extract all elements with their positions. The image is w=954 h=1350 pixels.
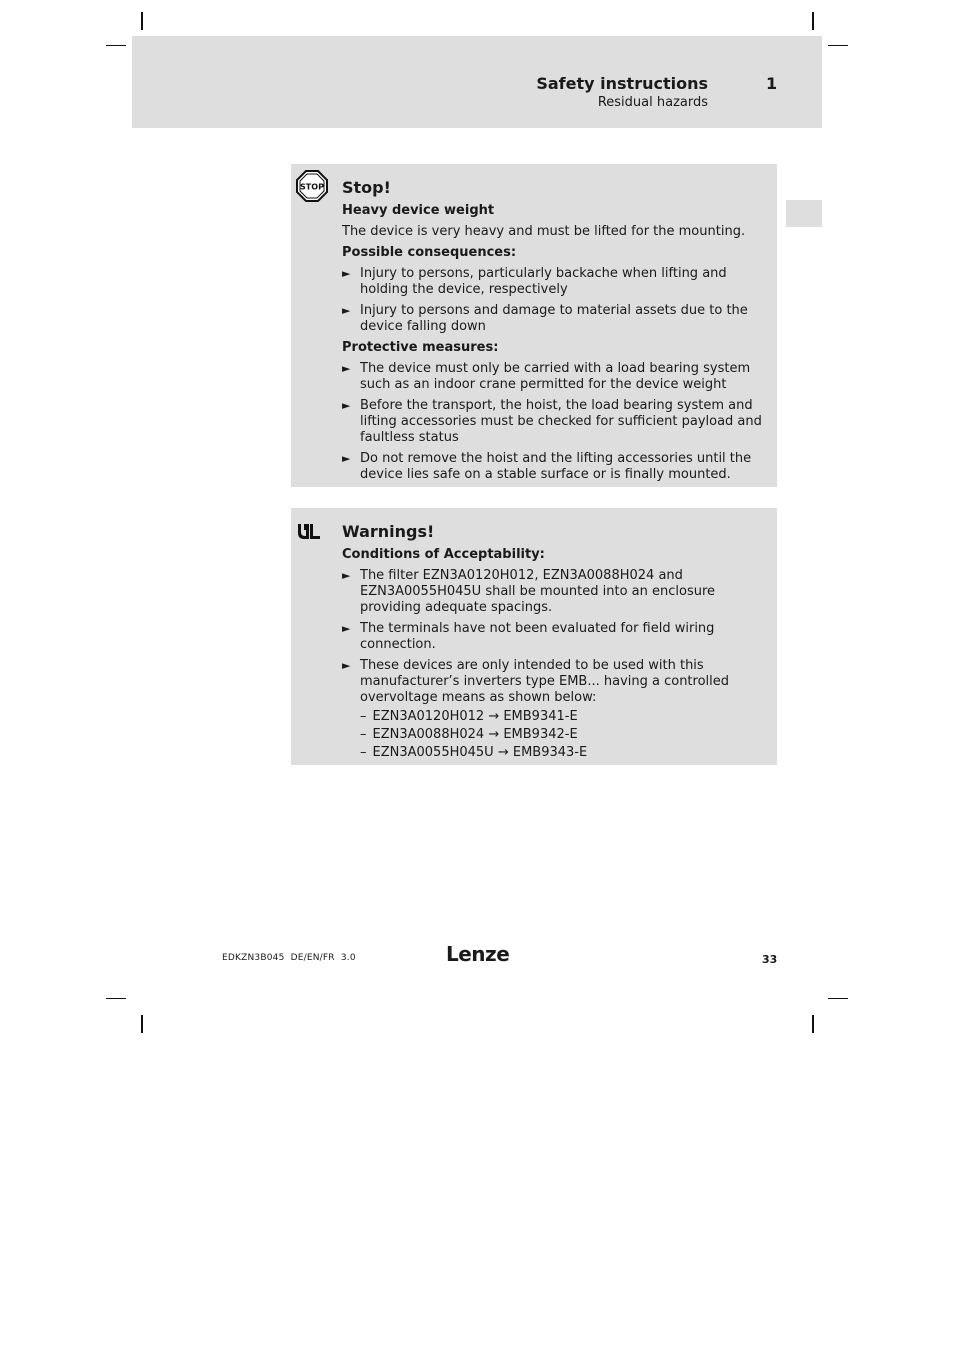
list-item: ► These devices are only intended to be used with this manufacturer’s inverters type EMB... having a controlled overvoltage means as shown below: – EZN3A0120H012 → EMB9341-E – EZN3A0088H024 → EMB9342-E – EZN3A0055H045U → EMB9343-E xyxy=(342,658,767,761)
chapter-tab xyxy=(786,200,822,227)
warnings-title: Warnings! xyxy=(342,522,435,541)
list-item: ► Injury to persons and damage to material assets due to the device falling down xyxy=(342,303,748,334)
bullet-arrow-icon: ► xyxy=(342,622,351,635)
warnings-notice-box xyxy=(291,508,777,765)
bullet-arrow-icon: ► xyxy=(342,362,351,375)
bullet-arrow-icon: ► xyxy=(342,452,351,465)
bullet-arrow-icon: ► xyxy=(342,304,351,317)
list-item: ► Before the transport, the hoist, the load bearing system and lifting accessories must be checked for sufficient payload and faultless status xyxy=(342,398,762,445)
bullet-arrow-icon: ► xyxy=(342,267,351,280)
stop-sign-icon xyxy=(296,170,328,202)
page-number: 33 xyxy=(762,953,778,966)
document-id: EDKZN3B045 DE/EN/FR 3.0 xyxy=(222,953,356,963)
header-band xyxy=(132,36,822,128)
chapter-number: 1 xyxy=(766,74,778,93)
crop-mark xyxy=(812,1015,814,1033)
crop-mark xyxy=(812,12,814,30)
page-subtitle: Residual hazards xyxy=(597,95,708,110)
crop-mark xyxy=(828,998,848,999)
stop-icon-text: STOP xyxy=(300,182,324,192)
warnings-heading: Conditions of Acceptability: xyxy=(342,547,545,562)
consequences-list xyxy=(342,266,767,335)
ul-mark-icon xyxy=(296,522,322,540)
conditions-list xyxy=(342,568,767,761)
stop-notice-box xyxy=(291,164,777,487)
bullet-arrow-icon: ► xyxy=(342,399,351,412)
list-item: ► The terminals have not been evaluated for field wiring connection. xyxy=(342,621,715,652)
stop-intro: The device is very heavy and must be lifted for the mounting. xyxy=(342,224,746,239)
list-item: ► Do not remove the hoist and the lifting accessories until the device lies safe on a stable surface or is finally mounted. xyxy=(342,451,752,482)
crop-mark xyxy=(141,12,143,30)
crop-mark xyxy=(828,45,848,46)
mapping-item: – EZN3A0120H012 → EMB9341-E xyxy=(360,709,578,724)
list-item: ► Injury to persons, particularly backache when lifting and holding the device, respectively xyxy=(342,266,727,297)
crop-mark xyxy=(106,45,126,46)
page-title: Safety instructions xyxy=(536,74,708,93)
stop-heading: Heavy device weight xyxy=(342,203,495,218)
bullet-arrow-icon: ► xyxy=(342,569,351,582)
mapping-item: – EZN3A0055H045U → EMB9343-E xyxy=(360,745,588,760)
measures-list xyxy=(342,361,767,483)
list-item: ► The device must only be carried with a load bearing system such as an indoor crane permitted for the device weight xyxy=(342,361,751,392)
list-item: ► The filter EZN3A0120H012, EZN3A0088H024 and EZN3A0055H045U shall be mounted into an enclosure providing adequate spacings. xyxy=(342,568,716,615)
stop-title: Stop! xyxy=(342,178,391,197)
consequences-label: Possible consequences: xyxy=(342,245,517,260)
measures-label: Protective measures: xyxy=(342,340,499,355)
lenze-logo: Lenze xyxy=(446,942,510,966)
crop-mark xyxy=(106,998,126,999)
crop-mark xyxy=(141,1015,143,1033)
mapping-list xyxy=(360,709,767,761)
mapping-item: – EZN3A0088H024 → EMB9342-E xyxy=(360,727,578,742)
bullet-arrow-icon: ► xyxy=(342,659,351,672)
